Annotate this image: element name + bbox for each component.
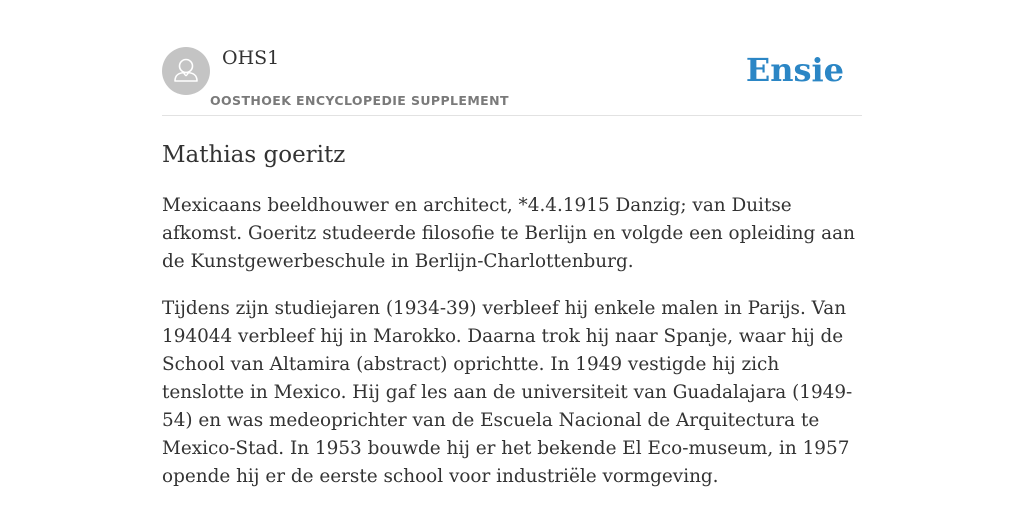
article-header (162, 40, 862, 116)
article-paragraph-2: Tijdens zijn studiejaren (1934-39) verbleef hij enkele malen in Parijs. Van 194044 verbleef hij in Marokko. Daarna trok hij naar Spanje, waar hij de School van Altamira (abstract) oprichtte. In 1949 vestigde hij zich tenslotte in Mexico. Hij gaf les aan de universiteit van Guadalajara (1949-54) en was medeoprichter van de Escuela Nacional de Arquitectura te Mexico-Stad. In 1953 bouwde hij er het bekende El Eco-museum, in 1957 opende hij er de eerste school voor industriële vormgeving. (162, 298, 853, 487)
brand-logo[interactable]: Ensie (745, 51, 844, 89)
source-label: OOSTHOEK ENCYCLOPEDIE SUPPLEMENT (210, 93, 509, 108)
user-icon (162, 47, 210, 95)
article-paragraph-1: Mexicaans beeldhouwer en architect, *4.4.1915 Danzig; van Duitse afkomst. Goeritz studeerde filosofie te Berlijn en volgde een opleiding aan de Kunstgewerbeschule in Berlijn-Charlottenburg. (162, 195, 855, 272)
avatar[interactable] (162, 47, 210, 95)
author-name[interactable]: OHS1 (222, 47, 280, 69)
article-title: Mathias goeritz (162, 142, 346, 168)
